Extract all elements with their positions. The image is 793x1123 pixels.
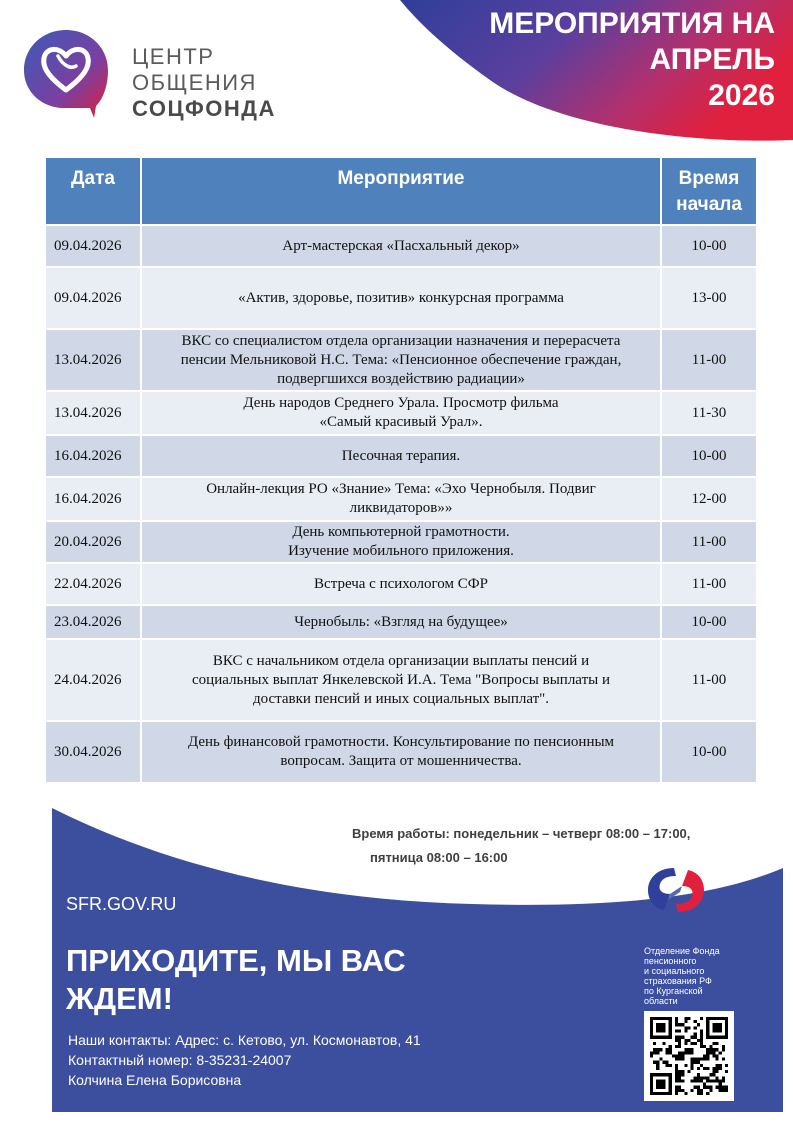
cell-date: 22.04.2026: [45, 563, 141, 605]
org-name: [644, 946, 754, 1006]
cell-time: 10-00: [661, 721, 757, 783]
org-name-line: по Курганской: [644, 986, 703, 996]
column-header-time: [661, 157, 757, 225]
cell-event-line: Встреча с психологом СФР: [314, 575, 488, 592]
cell-event-line: Чернобыль: «Взгляд на будущее»: [294, 613, 508, 630]
org-name-line: пенсионного: [644, 956, 697, 966]
org-name-line: области: [644, 996, 678, 1006]
table-row: [45, 435, 757, 477]
cell-event-line: социальных выплат Янкелевской И.А. Тема "Вопросы выплаты и: [192, 671, 610, 688]
cell-event: [141, 639, 661, 721]
cell-event: [141, 521, 661, 563]
events-table: [44, 156, 758, 784]
cell-event: [141, 477, 661, 521]
brand-line: ЦЕНТР: [132, 44, 215, 69]
site-link[interactable]: SFR.GOV.RU: [66, 894, 177, 914]
cell-time: 11-00: [661, 521, 757, 563]
cell-event: [141, 391, 661, 435]
table-header-row: [45, 157, 757, 225]
table-row: [45, 225, 757, 267]
contact-phone: Контактный номер: 8-35231-24007: [68, 1052, 292, 1068]
brand-line: СОЦФОНДА: [132, 96, 276, 121]
contacts: [68, 1030, 421, 1090]
cell-event: [141, 225, 661, 267]
page-title: [489, 6, 775, 114]
contact-person: Колчина Елена Борисовна: [68, 1072, 242, 1088]
call-to-action: [66, 942, 406, 1018]
cell-event-line: пенсии Мельниковой Н.С. Тема: «Пенсионное обеспечение граждан,: [180, 351, 622, 368]
cell-time: 11-00: [661, 639, 757, 721]
footer: [52, 808, 783, 1112]
cell-event: [141, 721, 661, 783]
org-name-line: и социального: [644, 966, 705, 976]
cell-event-line: Арт-мастерская «Пасхальный декор»: [282, 237, 520, 254]
cell-time: 10-00: [661, 225, 757, 267]
cell-time: 11-00: [661, 563, 757, 605]
work-hours-line: пятница 08:00 – 16:00: [370, 850, 508, 865]
column-header-event: Мероприятие: [141, 157, 661, 225]
table-row: [45, 391, 757, 435]
brand-line: ОБЩЕНИЯ: [132, 70, 257, 95]
cell-event-line: День компьютерной грамотности.: [292, 524, 510, 540]
cell-event-line: Изучение мобильного приложения.: [288, 543, 514, 559]
cell-event-line: подвергшихся воздействию радиации»: [277, 370, 525, 387]
cell-date: 09.04.2026: [45, 225, 141, 267]
cell-time: 12-00: [661, 477, 757, 521]
cell-date: 13.04.2026: [45, 329, 141, 391]
table-row: [45, 267, 757, 329]
cell-event-line: Песочная терапия.: [341, 447, 461, 464]
call-to-action-line: ПРИХОДИТЕ, МЫ ВАС: [66, 943, 406, 978]
sfr-logo-icon: [644, 864, 708, 916]
contact-address: Наши контакты: Адрес: с. Кетово, ул. Космонавтов, 41: [68, 1032, 421, 1048]
cell-date: 24.04.2026: [45, 639, 141, 721]
page-title-line: АПРЕЛЬ: [649, 43, 775, 76]
work-hours: [352, 822, 690, 870]
events-body: [45, 225, 757, 783]
table-row: [45, 521, 757, 563]
column-header-date: Дата: [45, 157, 141, 225]
cell-event-line: День финансовой грамотности. Консультирование по пенсионным: [187, 734, 615, 750]
cell-date: 16.04.2026: [45, 435, 141, 477]
table-row: [45, 605, 757, 639]
cell-event-line: вопросам. Защита от мошенничества.: [280, 753, 522, 769]
table-row: [45, 639, 757, 721]
cell-event-line: доставки пенсий и иных социальных выплат".: [252, 690, 550, 707]
cell-time: 10-00: [661, 605, 757, 639]
qr-code[interactable]: [644, 1011, 734, 1101]
cell-event-line: Онлайн-лекция РО «Знание» Тема: «Эхо Чернобыля. Подвиг: [206, 481, 596, 497]
column-header-time-line: начала: [676, 194, 742, 215]
cell-time: 13-00: [661, 267, 757, 329]
cell-event-line: ВКС с начальником отдела организации выплаты пенсий и: [212, 652, 590, 669]
cell-date: 23.04.2026: [45, 605, 141, 639]
page-title-line: 2026: [708, 79, 775, 112]
qr-code-icon: [650, 1017, 728, 1095]
org-name-line: Отделение Фонда: [644, 946, 720, 956]
table-row: [45, 721, 757, 783]
cell-event-line: «Актив, здоровье, позитив» конкурсная программа: [238, 289, 564, 306]
cell-event: [141, 267, 661, 329]
column-header-time-line: Время: [678, 168, 740, 189]
cell-event-line: «Самый красивый Урал».: [319, 414, 483, 430]
cell-date: 30.04.2026: [45, 721, 141, 783]
brand-name: [132, 44, 276, 122]
cell-time: 11-30: [661, 391, 757, 435]
brand-logo-icon: [20, 26, 112, 118]
cell-event: [141, 329, 661, 391]
page-title-line: МЕРОПРИЯТИЯ НА: [489, 7, 775, 40]
call-to-action-line: ЖДЕМ!: [66, 981, 173, 1016]
cell-date: 13.04.2026: [45, 391, 141, 435]
cell-event: [141, 605, 661, 639]
cell-event: [141, 563, 661, 605]
org-name-line: страхования РФ: [644, 976, 712, 986]
cell-event-line: ВКС со специалистом отдела организации назначения и перерасчета: [181, 332, 621, 349]
cell-time: 10-00: [661, 435, 757, 477]
cell-date: 16.04.2026: [45, 477, 141, 521]
cell-event-line: День народов Среднего Урала. Просмотр фильма: [243, 395, 559, 411]
table-row: [45, 477, 757, 521]
work-hours-line: Время работы: понедельник – четверг 08:00 – 17:00,: [352, 826, 691, 841]
cell-time: 11-00: [661, 329, 757, 391]
cell-event: [141, 435, 661, 477]
table-row: [45, 563, 757, 605]
cell-date: 09.04.2026: [45, 267, 141, 329]
table-row: [45, 329, 757, 391]
cell-event-line: ликвидаторов»»: [349, 500, 453, 516]
cell-date: 20.04.2026: [45, 521, 141, 563]
